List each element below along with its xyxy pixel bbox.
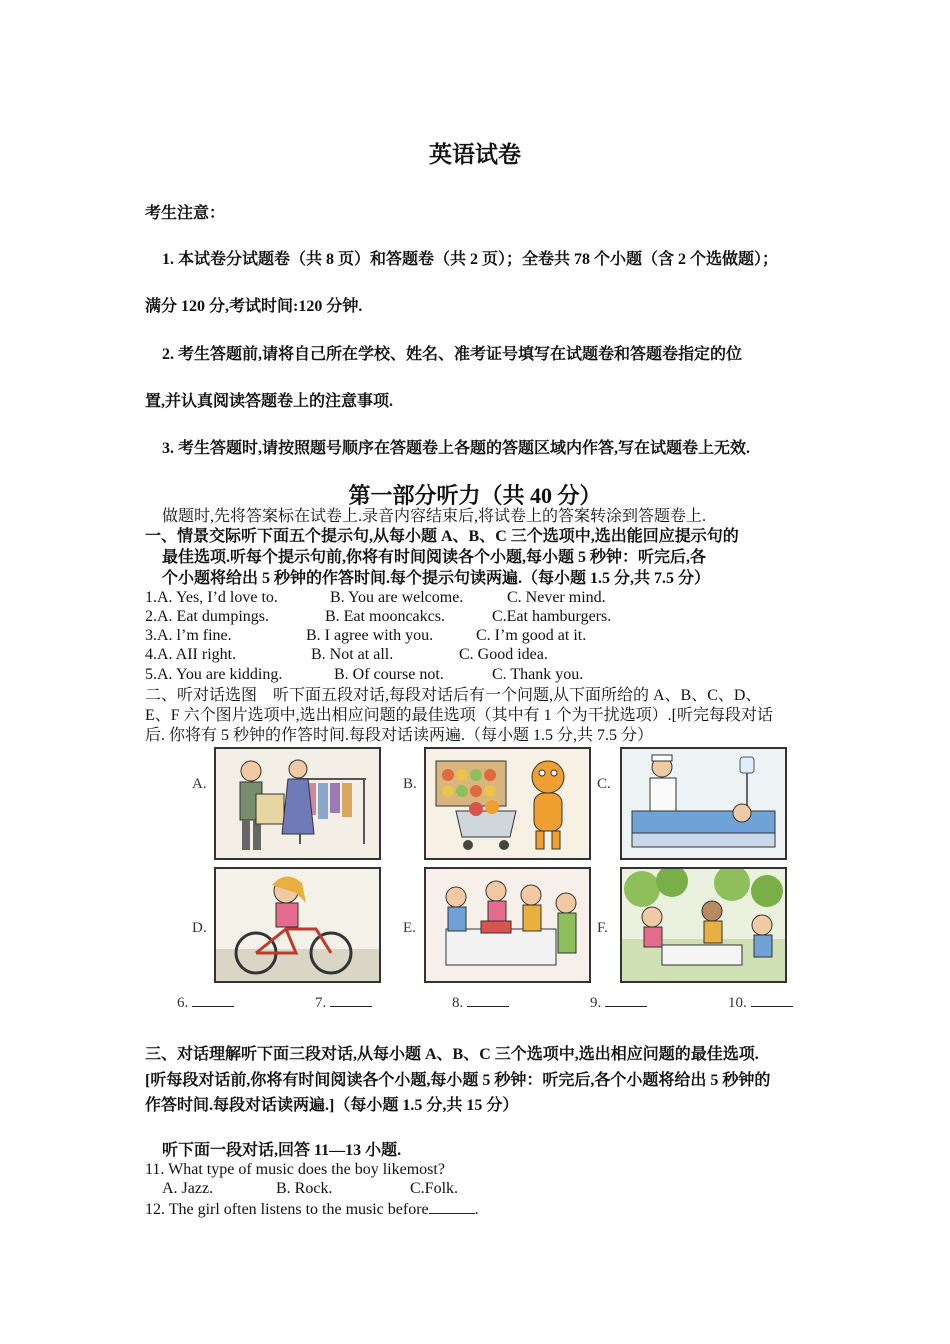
q5-option-c: C. Thank you. [492, 666, 584, 683]
notice-item-2-cont: 置,并认真阅读答题卷上的注意事项. [145, 393, 394, 410]
picture-f-picnic [620, 867, 787, 983]
picture-letter-a: A. [192, 776, 207, 792]
part1-instruction: 做题时,先将答案标在试卷上.录音内容结束后,将试卷上的答案转涂到答题卷上. [162, 508, 707, 525]
answer-line-7 [330, 992, 372, 1007]
q3-option-c: C. I’m good at it. [476, 627, 587, 644]
answer-blank-6: 6. [177, 992, 234, 1012]
q4-option-c: C. Good idea. [459, 646, 548, 663]
picnic-illustration [622, 869, 785, 981]
answer-line-6 [192, 992, 234, 1007]
answer-blank-7: 7. [315, 992, 372, 1012]
picture-letter-f: F. [597, 920, 608, 936]
q2-option-c: C.Eat hamburgers. [492, 608, 612, 625]
q11-option-b: B. Rock. [276, 1180, 333, 1197]
girl-riding-bike-illustration [216, 869, 379, 981]
notice-item-2: 2. 考生答题前,请将自己所在学校、姓名、准考证号填写在试题卷和答题卷指定的位 [162, 346, 743, 363]
q4-option-b: B. Not at all. [311, 646, 394, 663]
picture-letter-c: C. [597, 776, 611, 792]
answer-blank-10: 10. [728, 992, 793, 1012]
part1-title: 第一部分听力（共 40 分） [348, 483, 602, 508]
notice-item-1-cont: 满分 120 分,考试时间:120 分钟. [145, 298, 363, 315]
sec3-lead: 听下面一段对话,回答 11—13 小题. [162, 1142, 402, 1159]
q11-option-a: A. Jazz. [162, 1180, 214, 1197]
sec1-line2: 最佳选项.听每个提示句前,你将有时间阅读各个小题,每小题 5 秒钟：听完后,各 [162, 549, 707, 566]
picture-letter-d: D. [192, 920, 207, 936]
notice-heading: 考生注意： [145, 205, 226, 222]
answer-line-9 [605, 992, 647, 1007]
sec3-line3: 作答时间.每段对话读两遍.]（每小题 1.5 分,共 15 分） [145, 1097, 519, 1114]
q3-option-b: B. I agree with you. [306, 627, 434, 644]
clothes-shop-illustration [216, 749, 379, 858]
nurse-patient-illustration [622, 749, 785, 858]
children-party-illustration [426, 869, 589, 981]
notice-item-1: 1. 本试卷分试题卷（共 8 页）和答题卷（共 2 页）；全卷共 78 个小题（含 2 个选做题）； [162, 251, 779, 268]
q4-option-a: 4.A. AII right. [145, 646, 237, 663]
q11-option-c: C.Folk. [410, 1180, 459, 1197]
sec3-line1: 三、对话理解听下面三段对话,从每小题 A、B、C 三个选项中,选出相应问题的最佳选项. [145, 1046, 759, 1063]
sec3-line2: [听每段对话前,你将有时间阅读各个小题,每小题 5 秒钟：听完后,各个小题将给出 5 秒钟的 [145, 1072, 771, 1089]
q11-text: 11. What type of music does the boy likemost? [145, 1161, 445, 1178]
sec1-line3: 个小题将给出 5 秒钟的作答时间.每个提示句读两遍.（每小题 1.5 分,共 7.5 分） [162, 570, 711, 587]
q2-option-a: 2.A. Eat dumpings. [145, 608, 269, 625]
picture-c-hospital [620, 747, 787, 860]
sec1-line1: 一、情景交际听下面五个提示句,从每小题 A、B、C 三个选项中,选出能回应提示句的 [145, 528, 739, 545]
picture-letter-e: E. [403, 920, 416, 936]
picture-a-shopping [214, 747, 381, 860]
answer-blank-9: 9. [590, 992, 647, 1012]
page-title: 英语试卷 [429, 142, 521, 167]
picture-e-party [424, 867, 591, 983]
sec2-line1: 二、听对话选图 听下面五段对话,每段对话后有一个问题,从下面所给的 A、B、C、D、 [145, 687, 762, 704]
notice-item-3: 3. 考生答题时,请按照题号顺序在答题卷上各题的答题区域内作答,写在试题卷上无效. [162, 440, 751, 457]
sec2-line3: 后. 你将有 5 秒钟的作答时间.每段对话读两遍.（每小题 1.5 分,共 7.5 分） [145, 727, 654, 744]
picture-b-supermarket [424, 747, 591, 860]
answer-blank-8: 8. [452, 992, 509, 1012]
q2-option-b: B. Eat mooncakcs. [325, 608, 445, 625]
q1-option-a: 1.A. Yes, I’d love to. [145, 589, 278, 606]
q5-option-b: B. Of course not. [334, 666, 444, 683]
answer-line-8 [467, 992, 509, 1007]
q12-text: 12. The girl often listens to the music before . [145, 1201, 479, 1218]
q3-option-a: 3.A. l’m fine. [145, 627, 232, 644]
sec2-line2: E、F 六个图片选项中,选出相应问题的最佳选项（其中有 1 个为干扰选项）.[听完每段对话 [145, 707, 774, 724]
q5-option-a: 5.A. You are kidding. [145, 666, 283, 683]
answer-line-10 [751, 992, 793, 1007]
q12-answer-line [429, 1199, 475, 1214]
picture-d-cycling [214, 867, 381, 983]
picture-letter-b: B. [403, 776, 417, 792]
q1-option-b: B. You are welcome. [330, 589, 464, 606]
cat-shopping-cart-illustration [426, 749, 589, 858]
q1-option-c: C. Never mind. [507, 589, 606, 606]
